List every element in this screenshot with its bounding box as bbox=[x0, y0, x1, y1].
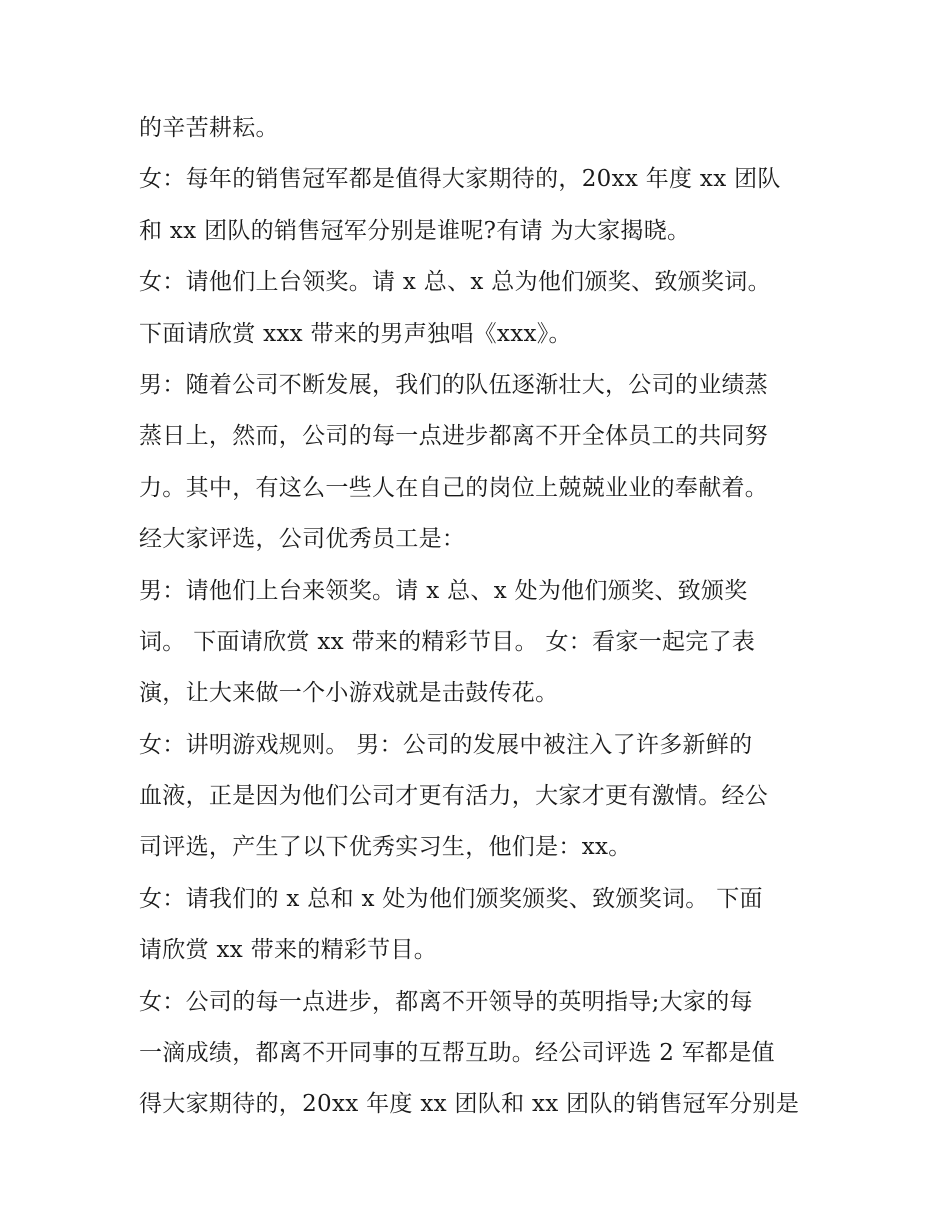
text-line: 血液，正是因为他们公司才更有活力，大家才更有激情。经公 bbox=[139, 783, 769, 810]
text-line: 女：请他们上台领奖。请 x 总、x 总为他们颁奖、致颁奖词。 bbox=[139, 269, 771, 296]
text-line: 和 xx 团队的销售冠军分别是谁呢?有请 为大家揭晓。 bbox=[139, 217, 691, 244]
text-line: 经大家评选，公司优秀员工是： bbox=[139, 526, 466, 553]
text-line: 蒸日上，然而，公司的每一点进步都离不开全体员工的共同努 bbox=[139, 423, 769, 450]
text-line: 男：请他们上台来领奖。请 x 总、x 处为他们颁奖、致颁奖 bbox=[139, 577, 748, 604]
text-line: 女：公司的每一点进步，都离不开领导的英明指导;大家的每 bbox=[139, 988, 753, 1015]
text-line: 司评选，产生了以下优秀实习生，他们是：xx。 bbox=[139, 834, 632, 861]
text-line: 女：每年的销售冠军都是值得大家期待的，20xx 年度 xx 团队 bbox=[139, 166, 781, 193]
body-text bbox=[139, 103, 829, 1131]
text-line: 词。 下面请欣赏 xx 带来的精彩节目。 女：看家一起完了表 bbox=[139, 628, 756, 655]
text-line: 下面请欣赏 xxx 带来的男声独唱《xxx》。 bbox=[139, 320, 572, 347]
text-line: 演，让大来做一个小游戏就是击鼓传花。 bbox=[139, 680, 559, 707]
text-line: 一滴成绩，都离不开同事的互帮互助。经公司评选 2 军都是值 bbox=[139, 1040, 775, 1067]
text-line: 的辛苦耕耘。 bbox=[139, 115, 279, 141]
text-line: 男：随着公司不断发展，我们的队伍逐渐壮大，公司的业绩蒸 bbox=[139, 371, 769, 398]
text-line: 请欣赏 xx 带来的精彩节目。 bbox=[139, 937, 438, 964]
text-line: 得大家期待的，20xx 年度 xx 团队和 xx 团队的销售冠军分别是 bbox=[139, 1091, 800, 1118]
text-line: 女：请我们的 x 总和 x 处为他们颁奖颁奖、致颁奖词。 下面 bbox=[139, 885, 763, 912]
text-line: 女：讲明游戏规则。 男：公司的发展中被注入了许多新鲜的 bbox=[139, 731, 753, 758]
text-line: 力。其中，有这么一些人在自己的岗位上兢兢业业的奉献着。 bbox=[139, 474, 769, 501]
